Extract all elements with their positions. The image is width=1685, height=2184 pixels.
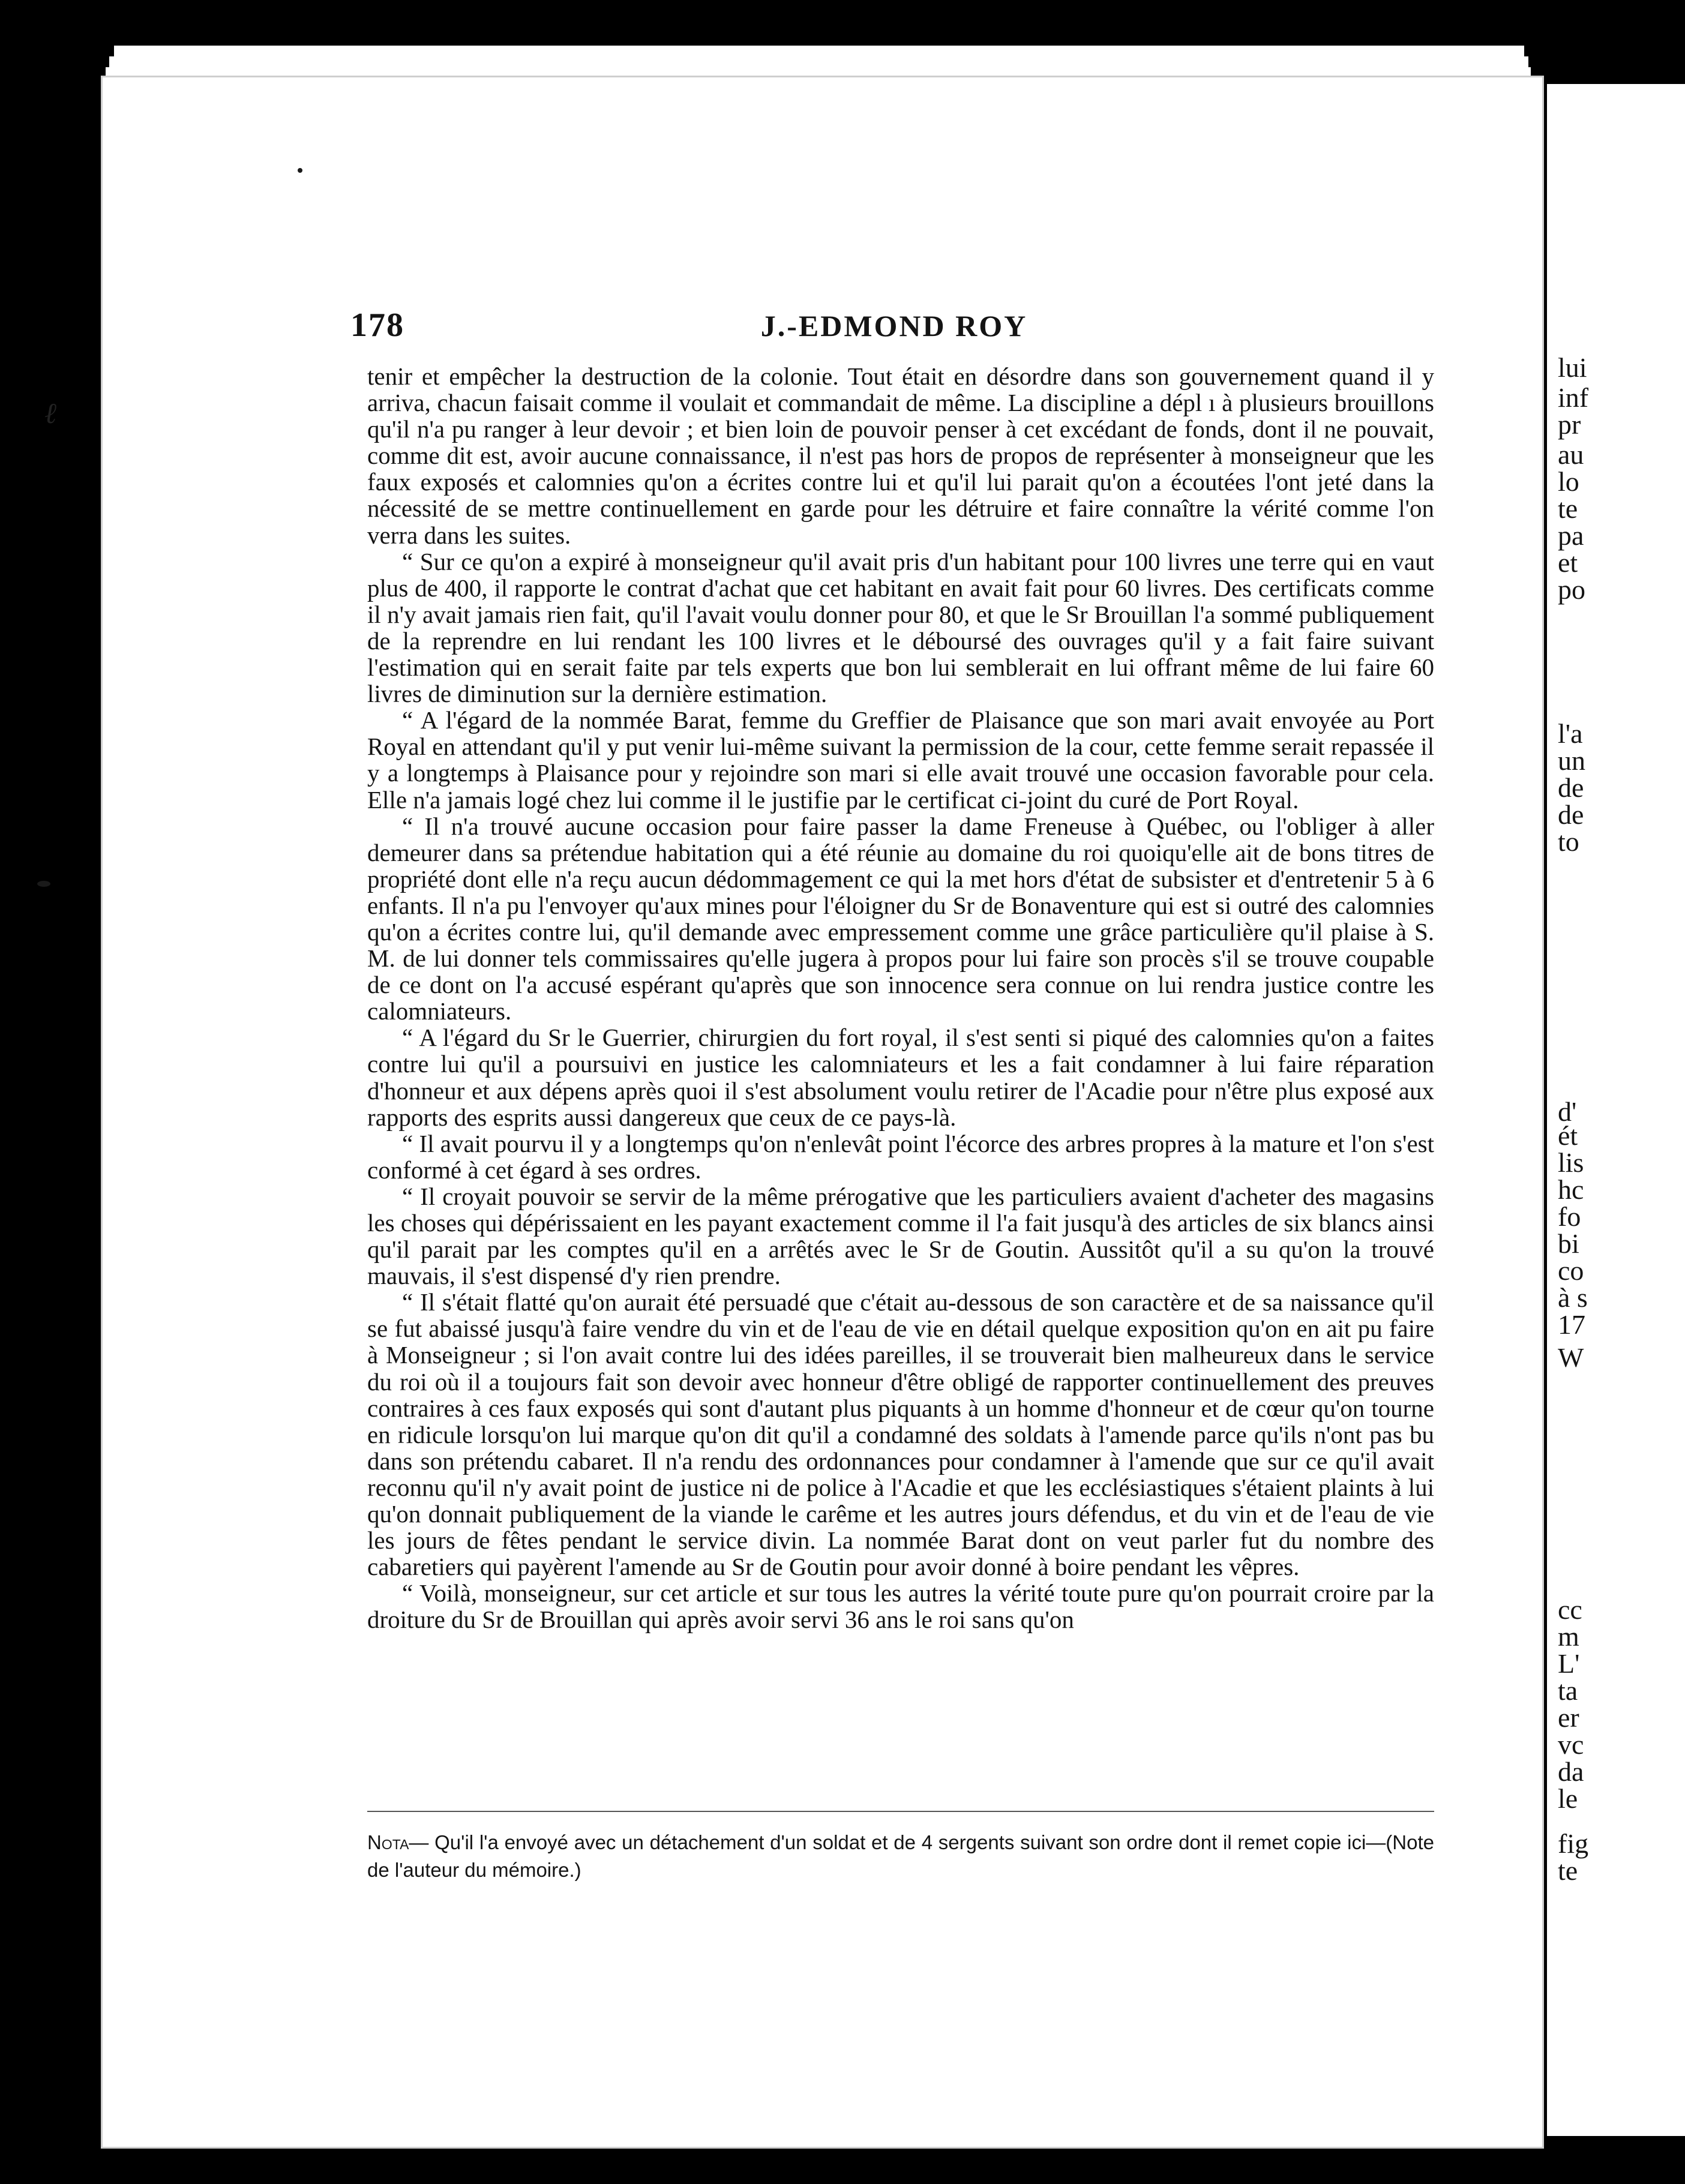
adjacent-page-fragment: te <box>1558 1855 1578 1886</box>
margin-mark: ℓ <box>44 398 56 430</box>
adjacent-page-fragment: ta <box>1558 1675 1578 1706</box>
adjacent-page-fragment: bi <box>1558 1228 1579 1259</box>
adjacent-page-fragment: de <box>1558 799 1584 830</box>
scan-speck <box>37 881 50 887</box>
footnote <box>367 1829 1434 1884</box>
paragraph: “ A l'égard du Sr le Guerrier, chirurgien du fort royal, il s'est senti si piqué des calomnies qu'on a faites contre lui qu'il a poursuivi en justice les calomniateurs et les a fait condamner à lui faire réparation d'honneur et aux dépens après quoi il s'est absolument voulu retirer de l'Acadie pour n'être plus exposé aux rapports des esprits aussi dangereux que ceux de ce pays-là. <box>367 1024 1434 1131</box>
adjacent-page-fragment: 17 <box>1558 1309 1585 1340</box>
footnote-text: — Qu'il l'a envoyé avec un détachement d'un soldat et de 4 sergents suivant son ordre dont il remet copie ici—(Note de l'auteur du mémoire.) <box>367 1831 1434 1881</box>
scan-speck <box>298 168 302 173</box>
adjacent-page-fragment: er <box>1558 1702 1579 1733</box>
adjacent-page-fragment: d' <box>1558 1096 1577 1127</box>
adjacent-page-fragment: L' <box>1558 1648 1580 1679</box>
paragraph: “ Il avait pourvu il y a longtemps qu'on n'enlevât point l'écorce des arbres propres à la mature et l'on s'est conformé à cet égard à ses ordres. <box>367 1129 1434 1184</box>
paragraph: “ Voilà, monseigneur, sur cet article et sur tous les autres la vérité toute pure qu'on pourrait croire par la droiture du Sr de Brouillan qui après avoir servi 36 ans le roi sans qu'on <box>367 1579 1434 1634</box>
adjacent-page-fragment: co <box>1558 1255 1584 1286</box>
adjacent-page-fragment: à s <box>1558 1282 1588 1313</box>
paragraph: “ Il s'était flatté qu'on aurait été persuadé que c'était au-dessous de son caractère et de sa naissance qu'il se fut abaissé jusqu'à faire vendre du vin et de l'eau de vie en détail quelque exposition qu'on en ait pu faire à Monseigneur ; si l'on avait contre lui des idées pareilles, il se trouverait bien malheureux dans le service du roi où il a toujours fait son devoir avec honneur d'être obligé de rapporter continuellement des preuves contraires à ces faux exposés qui sont d'autant plus piquants à un homme d'honneur et de cœur qu'on tourne en ridicule lorsqu'on lui marque qu'on dit qu'il a condamné des soldats à l'amende parce qu'ils n'ont pas bu dans son prétendu cabaret. Il n'a rendu des ordonnances pour condamner à l'amende que sur ce qu'il avait reconnu qu'il n'y avait point de justice ni de police à l'Acadie et que les ecclésiastiques s'étaient plaints à lui qu'on donnait publiquement de la viande le carême et les autres jours défendus, et du vin et de l'eau de vie les jours de fêtes pendant le service divin. La nommée Barat dont on veut parler fut du nombre des cabaretiers qui payèrent l'amende au Sr de Goutin pour avoir donné à boire pendant les vêpres. <box>367 1288 1434 1581</box>
paragraph: “ Sur ce qu'on a expiré à monseigneur qu'il avait pris d'un habitant pour 100 livres une terre qui en vaut plus de 400, il rapporte le contrat d'achat que cet habitant en avait fait pour 60 livres. Des certificats comme il n'y avait jamais rien fait, qu'il l'avait voulu donner pour 80, et que le Sr Brouillan l'a sommé publiquement de la reprendre en lui rendant les 100 livres et le déboursé des ouvrages qu'il y a fait faire suivant l'estimation qui en serait faite par tels experts que bon lui semblerait en lui offrant même de lui faire 60 livres de diminution sur la dernière estimation. <box>367 547 1434 708</box>
footnote-label: Nota <box>367 1831 409 1853</box>
adjacent-page-fragment: lo <box>1558 466 1579 497</box>
adjacent-page-fragment: po <box>1558 574 1585 605</box>
adjacent-page-fragment: inf <box>1558 382 1589 413</box>
adjacent-page-fragment: cc <box>1558 1594 1582 1625</box>
adjacent-page-fragment: te <box>1558 493 1578 524</box>
page-header <box>350 306 1438 348</box>
adjacent-page-edge <box>1547 84 1685 2136</box>
paragraph: “ A l'égard de la nommée Barat, femme du Greffier de Plaisance que son mari avait envoyée au Port Royal en attendant qu'il y put venir lui-même suivant la permission de la cour, cette femme serait repassée il y a longtemps à Plaisance pour y rejoindre son mari si elle avait trouvé une occasion favorable pour cela. Elle n'a jamais logé chez lui comme il le justifie par le certificat ci-joint du curé de Port Royal. <box>367 706 1434 814</box>
adjacent-page-fragment: l'a <box>1558 718 1583 749</box>
paragraph: “ Il croyait pouvoir se servir de la même prérogative que les particuliers avaient d'acheter des magasins les choses qui dépérissaient en les payant exactement comme il l'a fait jusqu'à des articles de six blancs ainsi qu'il parait par les comptes qu'il en a arrêtés avec le Sr de Goutin. Aussitôt qu'il a su qu'on la trouvé mauvais, il s'est dispensé d'y rien prendre. <box>367 1182 1434 1290</box>
adjacent-page-fragment: W <box>1558 1342 1584 1373</box>
adjacent-page-fragment: to <box>1558 826 1579 857</box>
footnote-rule <box>367 1811 1434 1812</box>
adjacent-page-fragment: m <box>1558 1621 1579 1652</box>
adjacent-page-fragment: fig <box>1558 1828 1589 1859</box>
adjacent-page-fragment: et <box>1558 547 1578 578</box>
adjacent-page-fragment: vc <box>1558 1729 1584 1760</box>
paragraph: tenir et empêcher la destruction de la colonie. Tout était en désordre dans son gouvernement quand il y arriva, chacun faisait comme il voulait et commandait de même. La discipline a dépl ı à plusieurs brouillons qu'il n'a pu ranger à leur devoir ; et bien loin de pouvoir penser à cet excédant de fonds, dont il ne pouvait, comme dit est, avoir aucune connaissance, il n'est pas hors de propos de représenter à monseigneur que les faux exposés et calomnies qu'on a écrites contre lui et qu'il lui parait qu'on a écoutées l'ont jeté dans la nécessité de se mettre continuellement en garde pour les détruire et faire connaître la vérité comme l'on verra dans les suites. <box>367 362 1434 549</box>
adjacent-page-fragment: au <box>1558 439 1584 470</box>
adjacent-page-fragment: lis <box>1558 1147 1584 1178</box>
adjacent-page-fragment: un <box>1558 745 1585 776</box>
adjacent-page-fragment: fo <box>1558 1201 1581 1232</box>
adjacent-page-fragment: pr <box>1558 409 1581 440</box>
adjacent-page-fragment: ét <box>1558 1120 1578 1151</box>
adjacent-page-fragment: pa <box>1558 520 1584 551</box>
adjacent-page-fragment: hc <box>1558 1174 1584 1205</box>
adjacent-page-fragment: da <box>1558 1756 1584 1787</box>
running-head: J.-EDMOND ROY <box>760 309 1028 343</box>
adjacent-page-fragment: le <box>1558 1783 1578 1814</box>
adjacent-page-fragment: lui <box>1558 352 1587 383</box>
body-text <box>367 363 1434 1633</box>
paragraph: “ Il n'a trouvé aucune occasion pour faire passer la dame Freneuse à Québec, ou l'obliger à aller demeurer dans sa prétendue habitation qui a été réunie au domaine du roi quoiqu'elle ait de bons titres de propriété dont elle n'a reçu aucun dédommagement ce qui la met hors d'état de subsister et d'entretenir 5 à 6 enfants. Il n'a pu l'envoyer qu'aux mines pour l'éloigner du Sr de Bonaventure qui est si outré des calomnies qu'on a écrites contre lui, qu'il demande avec empressement comme une grâce particulière qu'il plaise à S. M. de lui donner tels commissaires qu'elle jugera à propos pour lui faire son procès s'il se trouve coupable de ce dont on l'a accusé espérant qu'après que son innocence sera connue on lui rendra justice contre les calomniateurs. <box>367 812 1434 1025</box>
page-number: 178 <box>350 307 404 344</box>
adjacent-page-fragment: de <box>1558 772 1584 803</box>
